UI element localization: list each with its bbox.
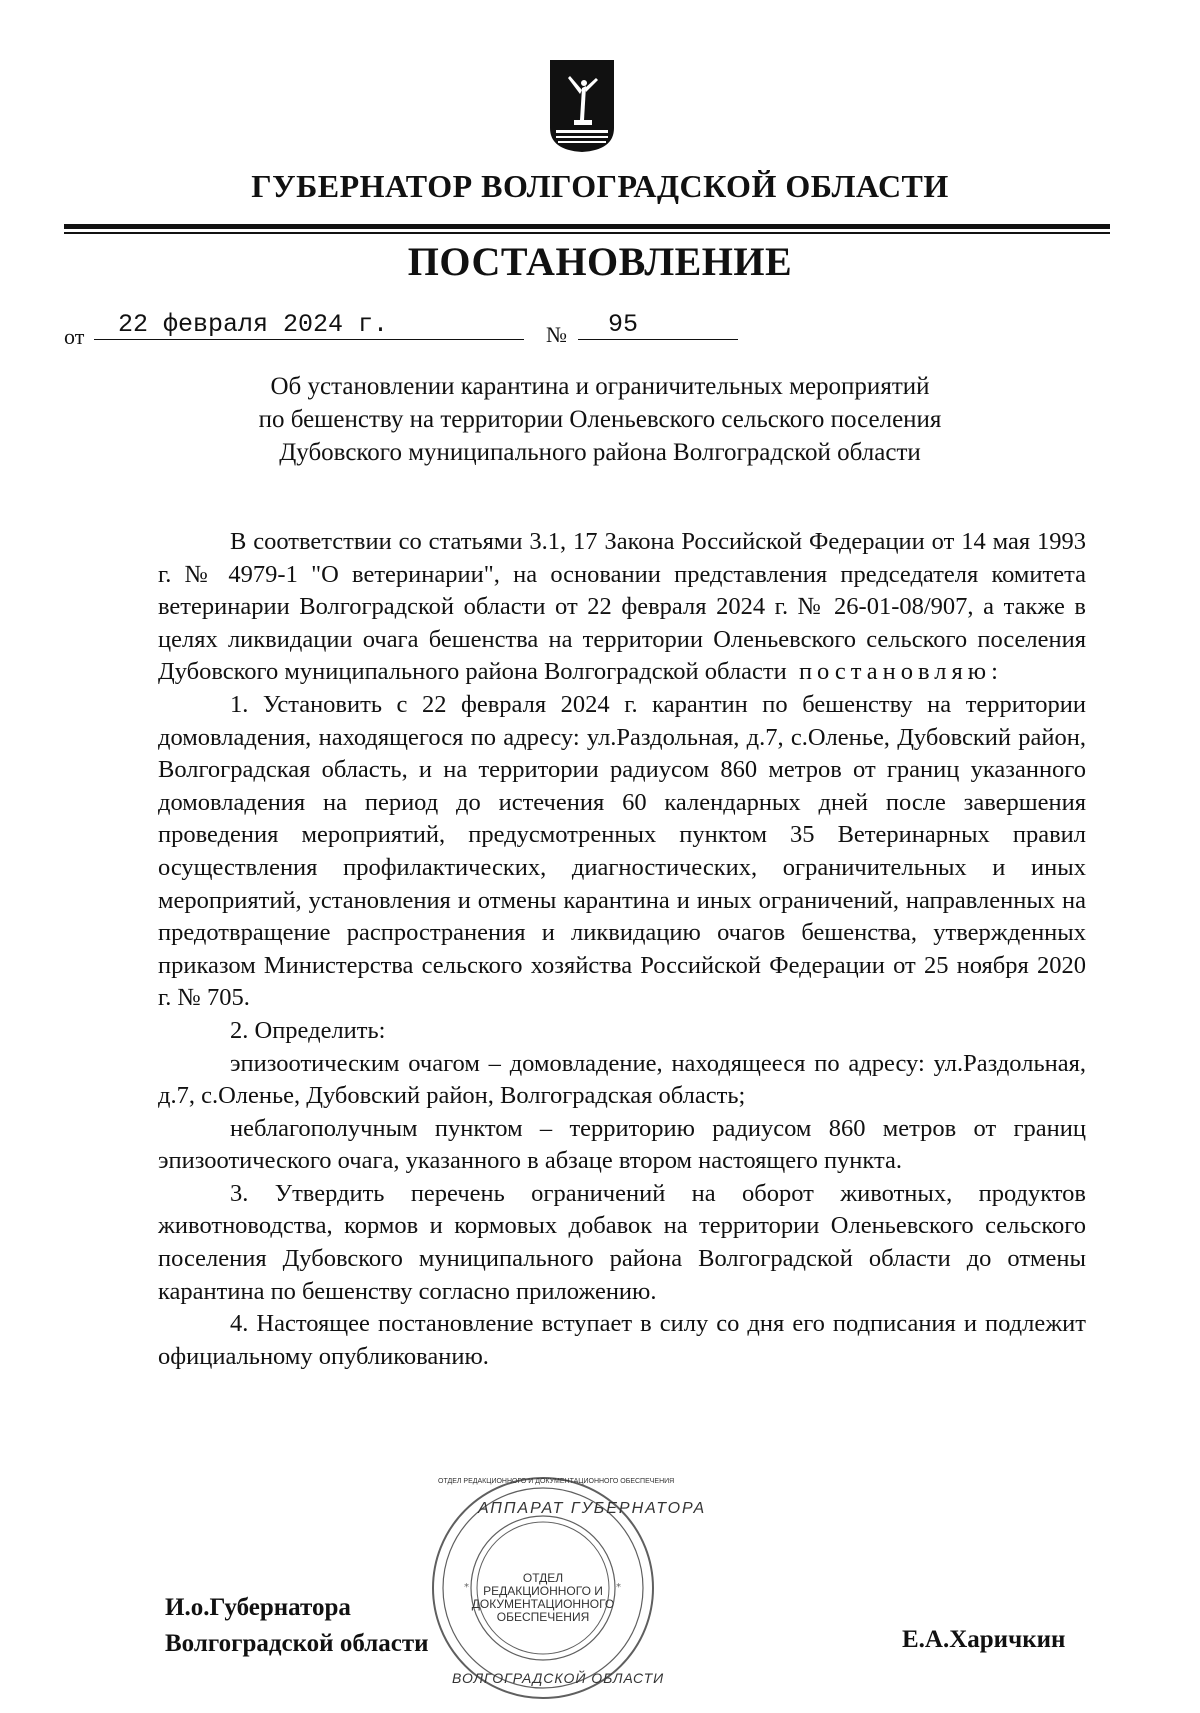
signatory-title-line: И.о.Губернатора bbox=[165, 1594, 351, 1621]
signatory-title bbox=[165, 1590, 429, 1662]
header-rule-thick bbox=[64, 224, 1110, 229]
item-1-paragraph: 1. Установить с 22 февраля 2024 г. карантин по бешенству на территории домовладения, находящегося по адресу: ул.Раздольная, д.7, с.Оленье, Дубовский район, Волгоградская область, и на территории радиусом 860 метров от границ указанного домовладения на период до истечения 60 календарных дней после завершения проведения мероприятий, предусмотренных пунктом 35 Ветеринарных правил осуществления профилактических, диагностических, ограничительных и иных мероприятий, установления и отмены карантина и иных ограничений, направленных на предотвращение распространения и ликвидацию очагов бешенства, утвержденных приказом Министерства сельского хозяйства Российской Федерации от 25 ноября 2020 г. № 705. bbox=[158, 690, 1086, 1012]
stamp-outer-text: ОТДЕЛ РЕДАКЦИОННОГО И ДОКУМЕНТАЦИОННОГО ОБЕСПЕЧЕНИЯ bbox=[438, 1478, 675, 1485]
decree-word: постановляю: bbox=[798, 658, 1003, 686]
heading-line: Об установлении карантина и ограничительных мероприятий bbox=[270, 373, 930, 400]
header-rule-thin bbox=[64, 232, 1110, 234]
svg-text:*: * bbox=[464, 1582, 469, 1593]
date-number-line bbox=[64, 310, 704, 350]
document-type-title: ПОСТАНОВЛЕНИЕ bbox=[407, 239, 793, 284]
document-body bbox=[158, 526, 1086, 1373]
stamp-center-text bbox=[466, 1572, 620, 1624]
stamp-center-line: ОТДЕЛ bbox=[522, 1571, 564, 1585]
governor-title: ГУБЕРНАТОР ВОЛГОГРАДСКОЙ ОБЛАСТИ bbox=[251, 168, 949, 204]
item-4-paragraph: 4. Настоящее постановление вступает в силу со дня его подписания и подлежит официальному опубликованию. bbox=[158, 1310, 1086, 1370]
volgograd-crest-icon bbox=[548, 58, 616, 154]
stamp-center-line: РЕДАКЦИОННОГО И bbox=[483, 1584, 603, 1598]
stamp-center-line: ДОКУМЕНТАЦИОННОГО bbox=[471, 1597, 615, 1611]
document-heading bbox=[150, 370, 1050, 469]
stamp-center-line: ОБЕСПЕЧЕНИЯ bbox=[496, 1610, 590, 1624]
document-number: 95 bbox=[578, 310, 738, 340]
preamble-paragraph bbox=[158, 526, 1086, 689]
number-label: № bbox=[546, 322, 567, 347]
item-2a-paragraph: эпизоотическим очагом – домовладение, находящееся по адресу: ул.Раздольная, д.7, с.Оленье, Дубовский район, Волгоградская область; bbox=[158, 1049, 1086, 1110]
heading-line: Дубовского муниципального района Волгоградской области bbox=[279, 439, 921, 466]
signatory-name: Е.А.Харичкин bbox=[902, 1626, 1066, 1653]
item-2-paragraph: 2. Определить: bbox=[230, 1016, 386, 1044]
stamp-ring-top: АППАРАТ ГУБЕРНАТОРА bbox=[478, 1500, 707, 1517]
date-label: от bbox=[64, 324, 85, 349]
heading-line: по бешенству на территории Оленьевского сельского поселения bbox=[258, 406, 942, 433]
document-date: 22 февраля 2024 г. bbox=[94, 310, 524, 340]
item-2b-paragraph: неблагополучным пунктом – территорию радиусом 860 метров от границ эпизоотического очага, указанного в абзаце втором настоящего пункта. bbox=[158, 1114, 1086, 1175]
stamp-ring-bottom: ВОЛГОГРАДСКОЙ ОБЛАСТИ bbox=[452, 1670, 665, 1686]
svg-text:*: * bbox=[616, 1582, 621, 1593]
preamble-text: В соответствии со статьями 3.1, 17 Закона Российской Федерации от 14 мая 1993 г. № 4979-1 "О ветеринарии", на основании представления председателя комитета ветеринарии Волгоградской области от 22 февраля 2024 г. № 26-01-08/907, а также в целях ликвидации очага бешенства на территории Оленьевского сельского поселения Дубовского муниципального района Волгоградской области bbox=[158, 528, 1086, 686]
item-3-paragraph: 3. Утвердить перечень ограничений на оборот животных, продуктов животноводства, кормов и кормовых добавок на территории Оленьевского сельского поселения Дубовского муниципального района Волгоградской области до отмены карантина по бешенству согласно приложению. bbox=[158, 1179, 1086, 1305]
signatory-title-line: Волгоградской области bbox=[165, 1630, 429, 1657]
